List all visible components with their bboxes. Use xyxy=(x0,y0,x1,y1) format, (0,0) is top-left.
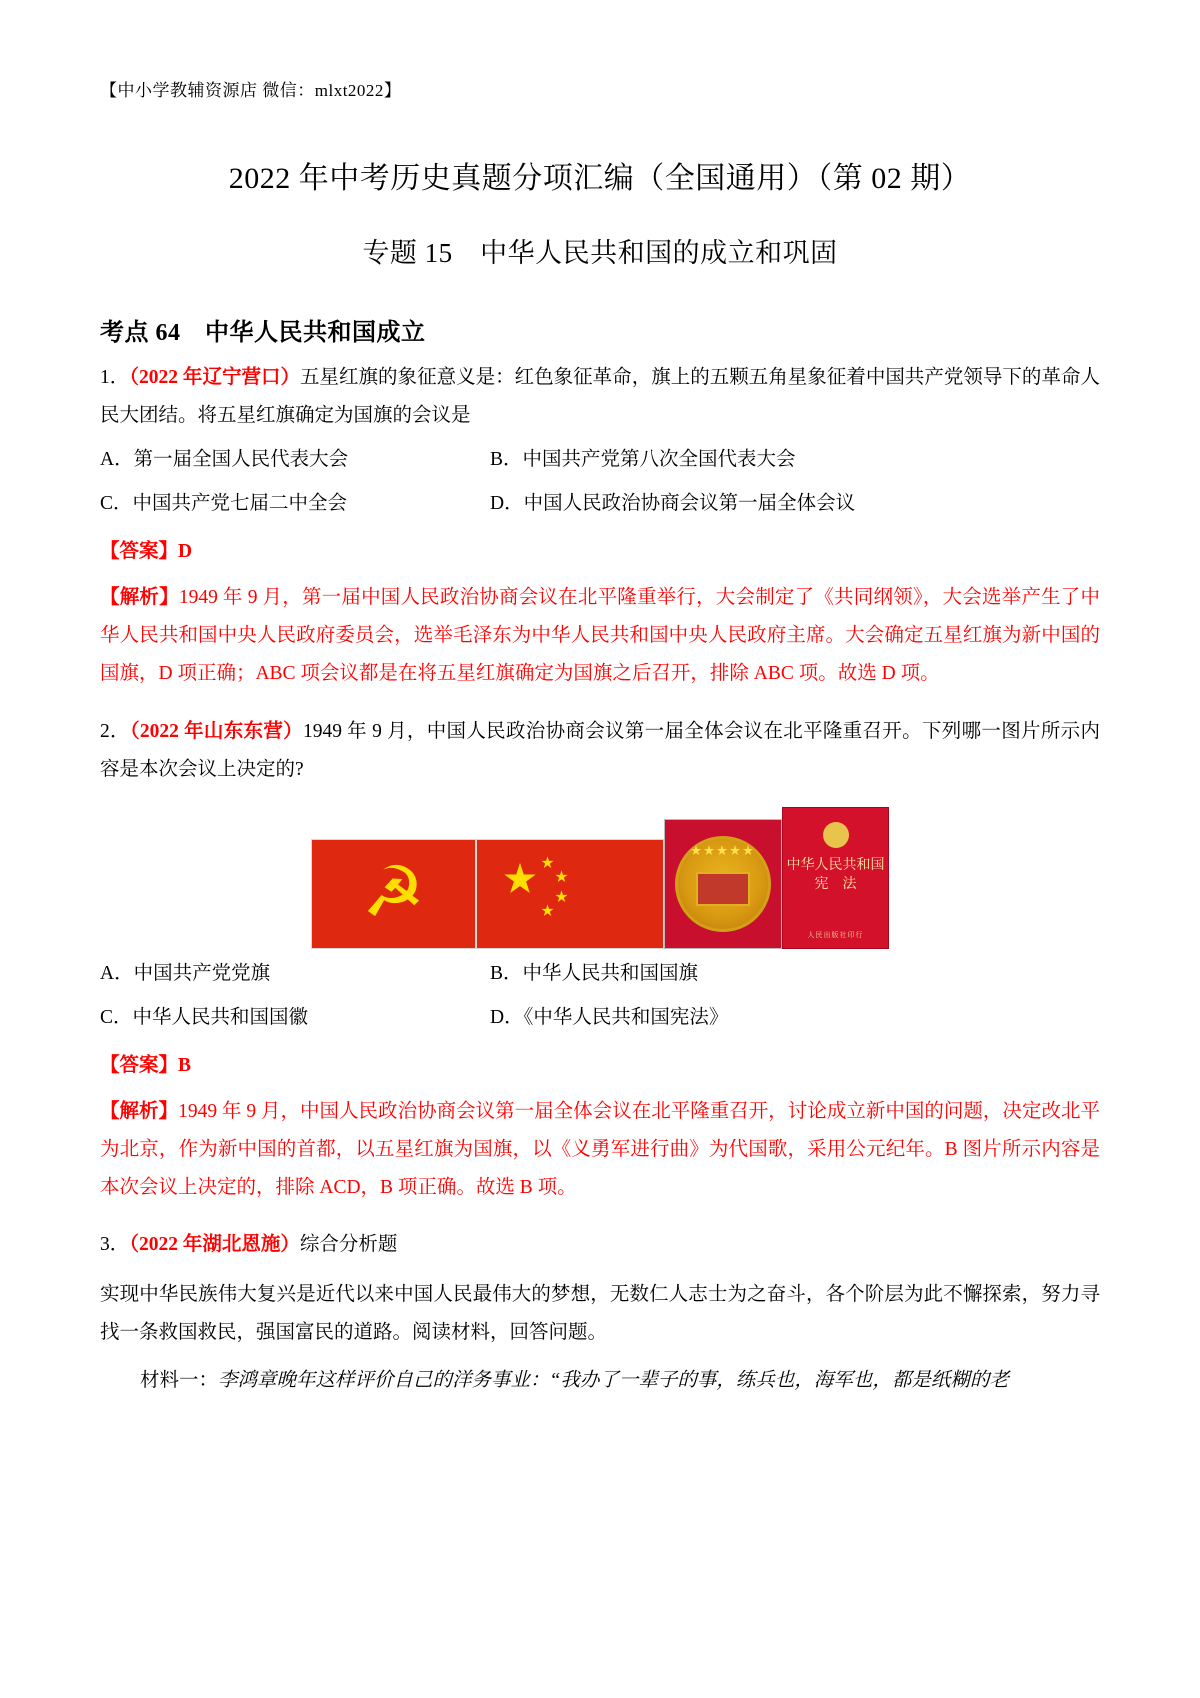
constitution-book-image xyxy=(782,807,889,949)
national-flag-image xyxy=(476,839,664,949)
question-3-stem xyxy=(100,1226,1100,1264)
question-2-answer xyxy=(100,1047,1100,1085)
question-3-number: 3． xyxy=(100,1234,130,1255)
question-2-option-c: C．中华人民共和国国徽 xyxy=(100,1006,309,1028)
question-2-option-a: A．中国共产党党旗 xyxy=(100,962,271,984)
book-emblem-icon xyxy=(823,822,849,848)
material-label: 材料一： xyxy=(140,1370,219,1391)
question-2-option-d: D．《中华人民共和国宪法》 xyxy=(490,1006,729,1028)
question-2-option-b: B．中华人民共和国国旗 xyxy=(490,962,699,984)
question-2-answer-value: B xyxy=(178,1054,192,1076)
question-1-analysis-text: 1949 年 9 月，第一届中国人民政治协商会议在北平隆重举行，大会制定了《共同纲领》，大会选举产生了中华人民共和国中央人民政府委员会，选举毛泽东为中华人民共和国中央人民政府主席。大会确定五星红旗为新中国的国旗，D 项正确；ABC 项会议都是在将五星红旗确定为国旗之后召开，排除 ABC 项。故选 D 项。 xyxy=(100,587,1100,684)
question-1-answer xyxy=(100,533,1100,571)
emblem-stars-icon: ★★★★★ xyxy=(690,844,756,857)
book-title-text: 中华人民共和国 宪 法 xyxy=(786,857,885,892)
question-2-source: （2022 年山东东营） xyxy=(129,720,303,742)
question-2-analysis xyxy=(100,1093,1100,1207)
emblem-gate-shape xyxy=(696,872,750,906)
question-2-text: 1949 年 9 月，中国人民政治协商会议第一届全体会议在北平隆重召开。下列哪一图片所示内容是本次会议上决定的? xyxy=(100,720,1100,780)
page-content xyxy=(100,0,1100,1420)
question-1-number: 1． xyxy=(100,367,130,388)
question-3-source: （2022 年湖北恩施） xyxy=(129,1234,300,1255)
national-emblem-image xyxy=(664,819,782,949)
question-2-analysis-label: 【解析】 xyxy=(100,1100,179,1122)
party-flag-image xyxy=(311,839,476,949)
question-1-option-d: D．中国人民政治协商会议第一届全体会议 xyxy=(490,493,856,514)
question-1-options-row-1 xyxy=(100,441,1100,479)
question-1-source: （2022 年辽宁营口） xyxy=(129,367,300,388)
question-1-analysis-label: 【解析】 xyxy=(100,587,179,608)
question-2-answer-label: 【答案】 xyxy=(100,1054,179,1076)
section-heading: 考点 64 中华人民共和国成立 xyxy=(100,320,426,346)
question-1-option-b: B．中国共产党第八次全国代表大会 xyxy=(490,449,796,470)
question-1-option-c: C．中国共产党七届二中全会 xyxy=(100,493,348,514)
small-star-icon-2: ★ xyxy=(555,868,569,884)
question-1-option-a: A．第一届全国人民代表大会 xyxy=(100,449,349,470)
question-2-options-row-1 xyxy=(100,955,1100,993)
hammer-sickle-icon: ☭ xyxy=(362,854,425,932)
big-star-icon: ★ xyxy=(503,861,537,899)
question-1-options-row-2 xyxy=(100,485,1100,523)
material-text: 李鸿章晚年这样评价自己的洋务事业：“我办了一辈子的事，练兵也，海军也，都是纸糊的老 xyxy=(218,1370,1009,1391)
question-2-analysis-text: 1949 年 9 月，中国人民政治协商会议第一届全体会议在北平隆重召开，讨论成立新中国的问题，决定改北平为北京，作为新中国的首都，以五星红旗为国旗，以《义勇军进行曲》为代国歌，采用公元纪年。B 图片所示内容是本次会议上决定的，排除 ACD，B 项正确。故选 B 项。 xyxy=(100,1100,1100,1198)
question-2-stem xyxy=(100,713,1100,789)
question-3-text: 综合分析题 xyxy=(299,1234,398,1255)
question-1-text: 五星红旗的象征意义是：红色象征革命，旗上的五颗五角星象征着中国共产党领导下的革命人民大团结。将五星红旗确定为国旗的会议是 xyxy=(100,367,1100,426)
question-1-stem xyxy=(100,359,1100,435)
question-2-options-row-2 xyxy=(100,999,1100,1037)
question-3-body: 实现中华民族伟大复兴是近代以来中国人民最伟大的梦想，无数仁人志士为之奋斗，各个阶层为此不懈探索，努力寻找一条救国救民，强国富民的道路。阅读材料，回答问题。 xyxy=(100,1284,1100,1343)
question-2-image-strip xyxy=(100,807,1100,949)
document-title: 2022 年中考历史真题分项汇编（全国通用）（第 02 期） xyxy=(228,162,972,195)
small-star-icon-3: ★ xyxy=(555,888,569,904)
question-1-answer-value: D xyxy=(178,541,193,562)
question-2-number: 2． xyxy=(100,720,130,742)
watermark-text: 【中小学教辅资源店 微信：mlxt2022】 xyxy=(100,81,402,100)
document-subtitle: 专题 15 中华人民共和国的成立和巩固 xyxy=(362,238,838,268)
question-3-material-one xyxy=(100,1362,1100,1400)
small-star-icon-4: ★ xyxy=(541,902,555,918)
small-star-icon-1: ★ xyxy=(541,854,555,870)
book-footer-text: 人民出版社印行 xyxy=(807,930,864,939)
question-1-analysis xyxy=(100,579,1100,693)
question-1-answer-label: 【答案】 xyxy=(100,541,179,562)
